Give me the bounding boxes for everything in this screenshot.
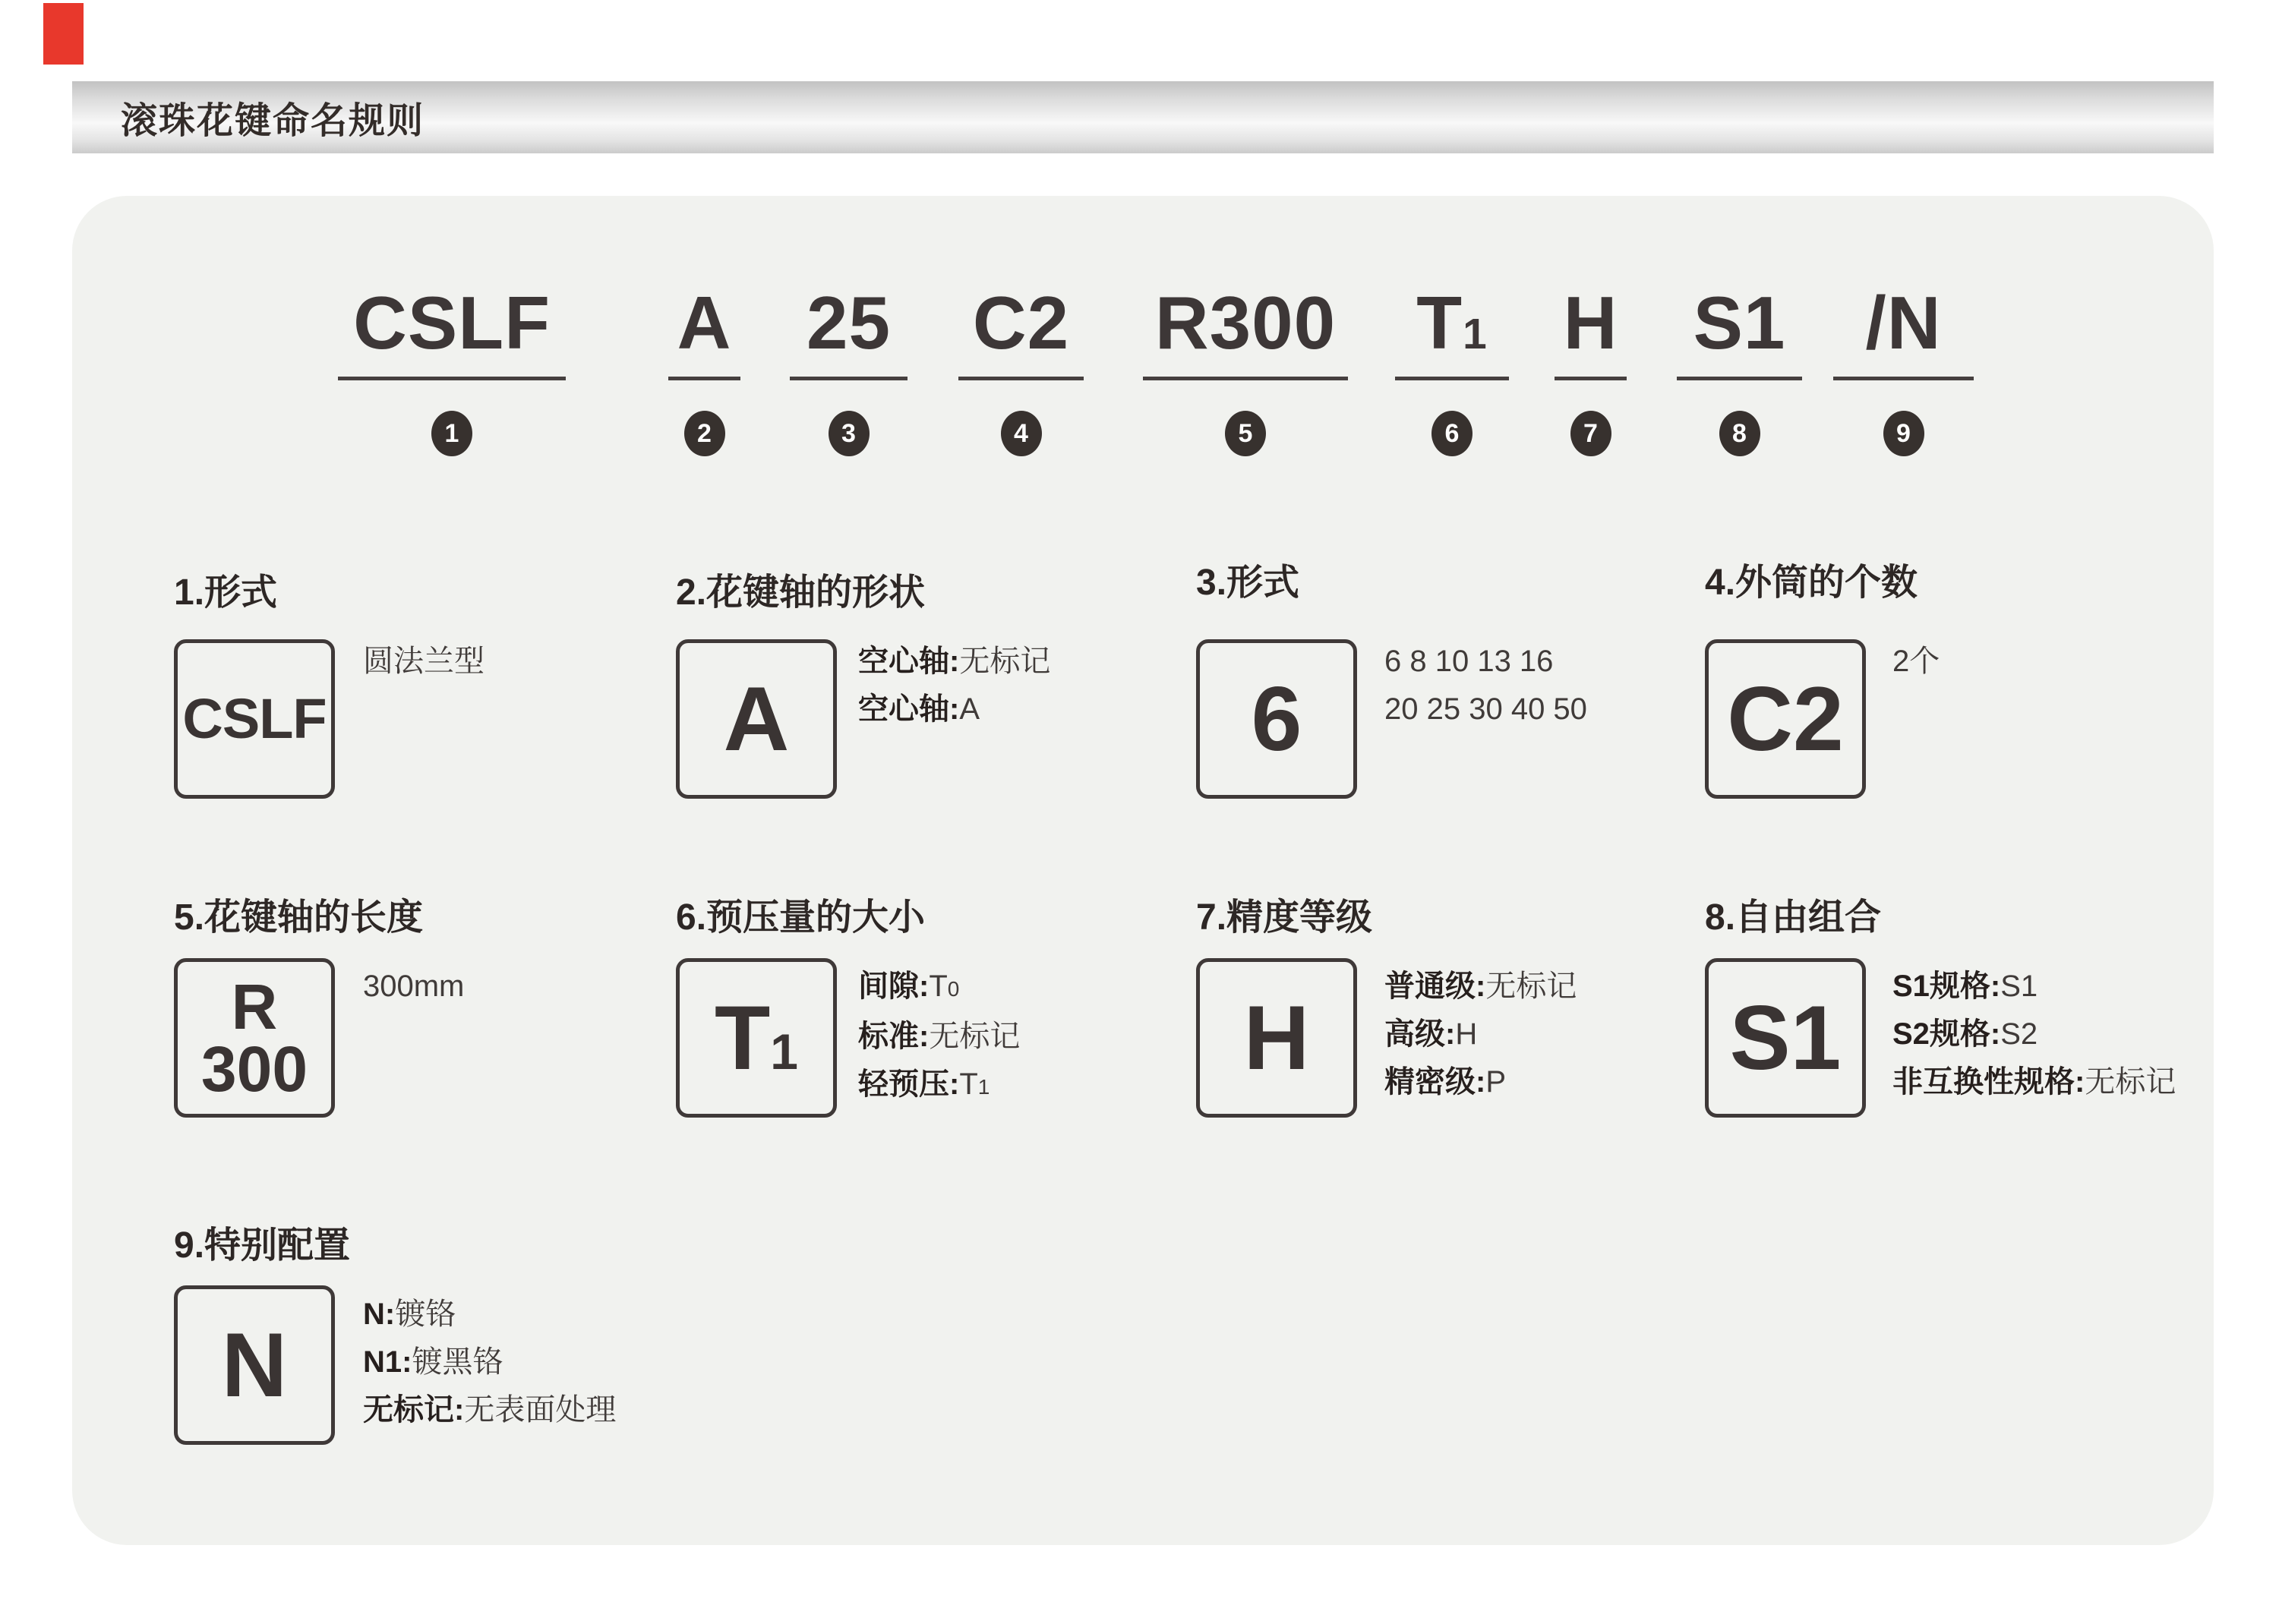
section-2-description — [858, 638, 1050, 733]
section-9-heading: 9.特别配置 — [174, 1225, 351, 1266]
section-9-code-box — [174, 1285, 335, 1445]
box-letter: H — [1243, 987, 1310, 1089]
section-3-description — [1384, 638, 1587, 733]
code-segment-4 — [958, 281, 1084, 456]
section-9-description — [363, 1291, 616, 1434]
code-underline — [790, 377, 907, 380]
section-7-code-box — [1196, 958, 1357, 1118]
description-line: 标准:无标记 — [858, 1020, 1021, 1053]
code-underline — [338, 377, 566, 380]
code-segment-text: R300 — [1154, 281, 1337, 364]
section-1-code-box — [174, 639, 335, 799]
code-segment-9 — [1833, 281, 1974, 456]
code-number-badge: 4 — [1001, 411, 1042, 456]
code-number-badge: 5 — [1225, 411, 1266, 456]
box-letter: N — [221, 1314, 288, 1416]
description-line: S2规格:S2 — [1892, 1017, 2038, 1051]
description-line: 非互换性规格:无标记 — [1892, 1065, 2176, 1099]
code-segment-3 — [790, 281, 907, 456]
section-header-bar — [72, 81, 2214, 153]
code-segment-8 — [1677, 281, 1802, 456]
box-letter: T1 — [714, 987, 799, 1089]
box-letter-line2: 300 — [200, 1033, 308, 1105]
description-line: 2个 — [1892, 645, 1940, 678]
box-subscript: 1 — [770, 1023, 799, 1080]
code-segment-2 — [668, 281, 740, 456]
box-letter: R — [231, 970, 278, 1042]
code-segment-text: CSLF — [353, 281, 551, 364]
code-underline — [1555, 377, 1627, 380]
naming-rule-card — [72, 196, 2214, 1545]
code-segment-text: S1 — [1693, 281, 1786, 364]
section-6-code-box — [676, 958, 837, 1118]
description-line: 精密级:P — [1384, 1065, 1507, 1099]
code-underline — [1677, 377, 1802, 380]
box-letter: CSLF — [182, 687, 327, 750]
code-segment-text: 25 — [806, 281, 891, 364]
code-segment-text: T1 — [1416, 281, 1488, 364]
section-4-code-box — [1705, 639, 1866, 799]
description-line: 轻预压:T1 — [858, 1067, 990, 1101]
code-underline — [668, 377, 740, 380]
code-number-badge: 8 — [1719, 411, 1760, 456]
section-4-heading: 4.外筒的个数 — [1705, 563, 1918, 603]
code-number-badge: 6 — [1431, 411, 1473, 456]
description-line: 300mm — [363, 970, 465, 1003]
section-3-heading: 3.形式 — [1196, 563, 1300, 603]
description-line: 间隙:T0 — [858, 970, 960, 1003]
description-line: 空心轴:A — [858, 692, 980, 726]
box-letter: A — [723, 668, 790, 770]
box-letter: S1 — [1729, 987, 1842, 1089]
code-underline — [958, 377, 1084, 380]
code-segment-6 — [1395, 281, 1509, 456]
code-segment-text: A — [677, 281, 732, 364]
code-segment-1 — [338, 281, 566, 456]
code-number-badge: 9 — [1883, 411, 1924, 456]
page-title: 滚珠花键命名规则 — [121, 101, 425, 141]
section-6-heading: 6.预压量的大小 — [676, 897, 926, 938]
section-8-description — [1892, 963, 2176, 1106]
code-segment-text: H — [1563, 281, 1618, 364]
description-line: 高级:H — [1384, 1017, 1478, 1051]
description-line: 空心轴:无标记 — [858, 645, 1051, 678]
description-line: S1规格:S1 — [1892, 970, 2038, 1003]
section-5-code-box — [174, 958, 335, 1118]
section-6-description — [858, 963, 1020, 1111]
code-subscript: 1 — [1463, 311, 1488, 358]
code-number-badge: 1 — [431, 411, 472, 456]
description-line: 无标记:无表面处理 — [363, 1393, 617, 1427]
description-line: 圆法兰型 — [363, 645, 485, 678]
section-5-description — [363, 963, 464, 1011]
section-1-description — [363, 638, 485, 686]
section-4-description — [1892, 638, 1940, 686]
code-segment-text: /N — [1865, 281, 1942, 364]
box-letter: C2 — [1727, 668, 1844, 770]
code-number-badge: 3 — [829, 411, 870, 456]
code-underline — [1833, 377, 1974, 380]
code-segment-5 — [1143, 281, 1348, 456]
code-underline — [1143, 377, 1348, 380]
code-number-badge: 7 — [1570, 411, 1611, 456]
section-3-code-box — [1196, 639, 1357, 799]
description-line: 6 8 10 13 16 — [1384, 645, 1554, 678]
description-line: 普通级:无标记 — [1384, 970, 1577, 1003]
description-line: N1:镀黑铬 — [363, 1345, 503, 1379]
code-segment-text: C2 — [972, 281, 1070, 364]
box-letter: 6 — [1251, 668, 1302, 770]
section-7-description — [1384, 963, 1577, 1106]
section-1-heading: 1.形式 — [174, 572, 278, 613]
section-7-heading: 7.精度等级 — [1196, 897, 1373, 938]
code-underline — [1395, 377, 1509, 380]
code-number-badge: 2 — [684, 411, 725, 456]
section-2-heading: 2.花键轴的形状 — [676, 572, 926, 613]
description-line: N:镀铬 — [363, 1298, 456, 1331]
section-2-code-box — [676, 639, 837, 799]
page-corner-marker — [43, 3, 84, 65]
code-segment-7 — [1555, 281, 1627, 456]
section-5-heading: 5.花键轴的长度 — [174, 897, 424, 938]
section-8-heading: 8.自由组合 — [1705, 897, 1882, 938]
description-line: 20 25 30 40 50 — [1384, 692, 1587, 726]
section-8-code-box — [1705, 958, 1866, 1118]
